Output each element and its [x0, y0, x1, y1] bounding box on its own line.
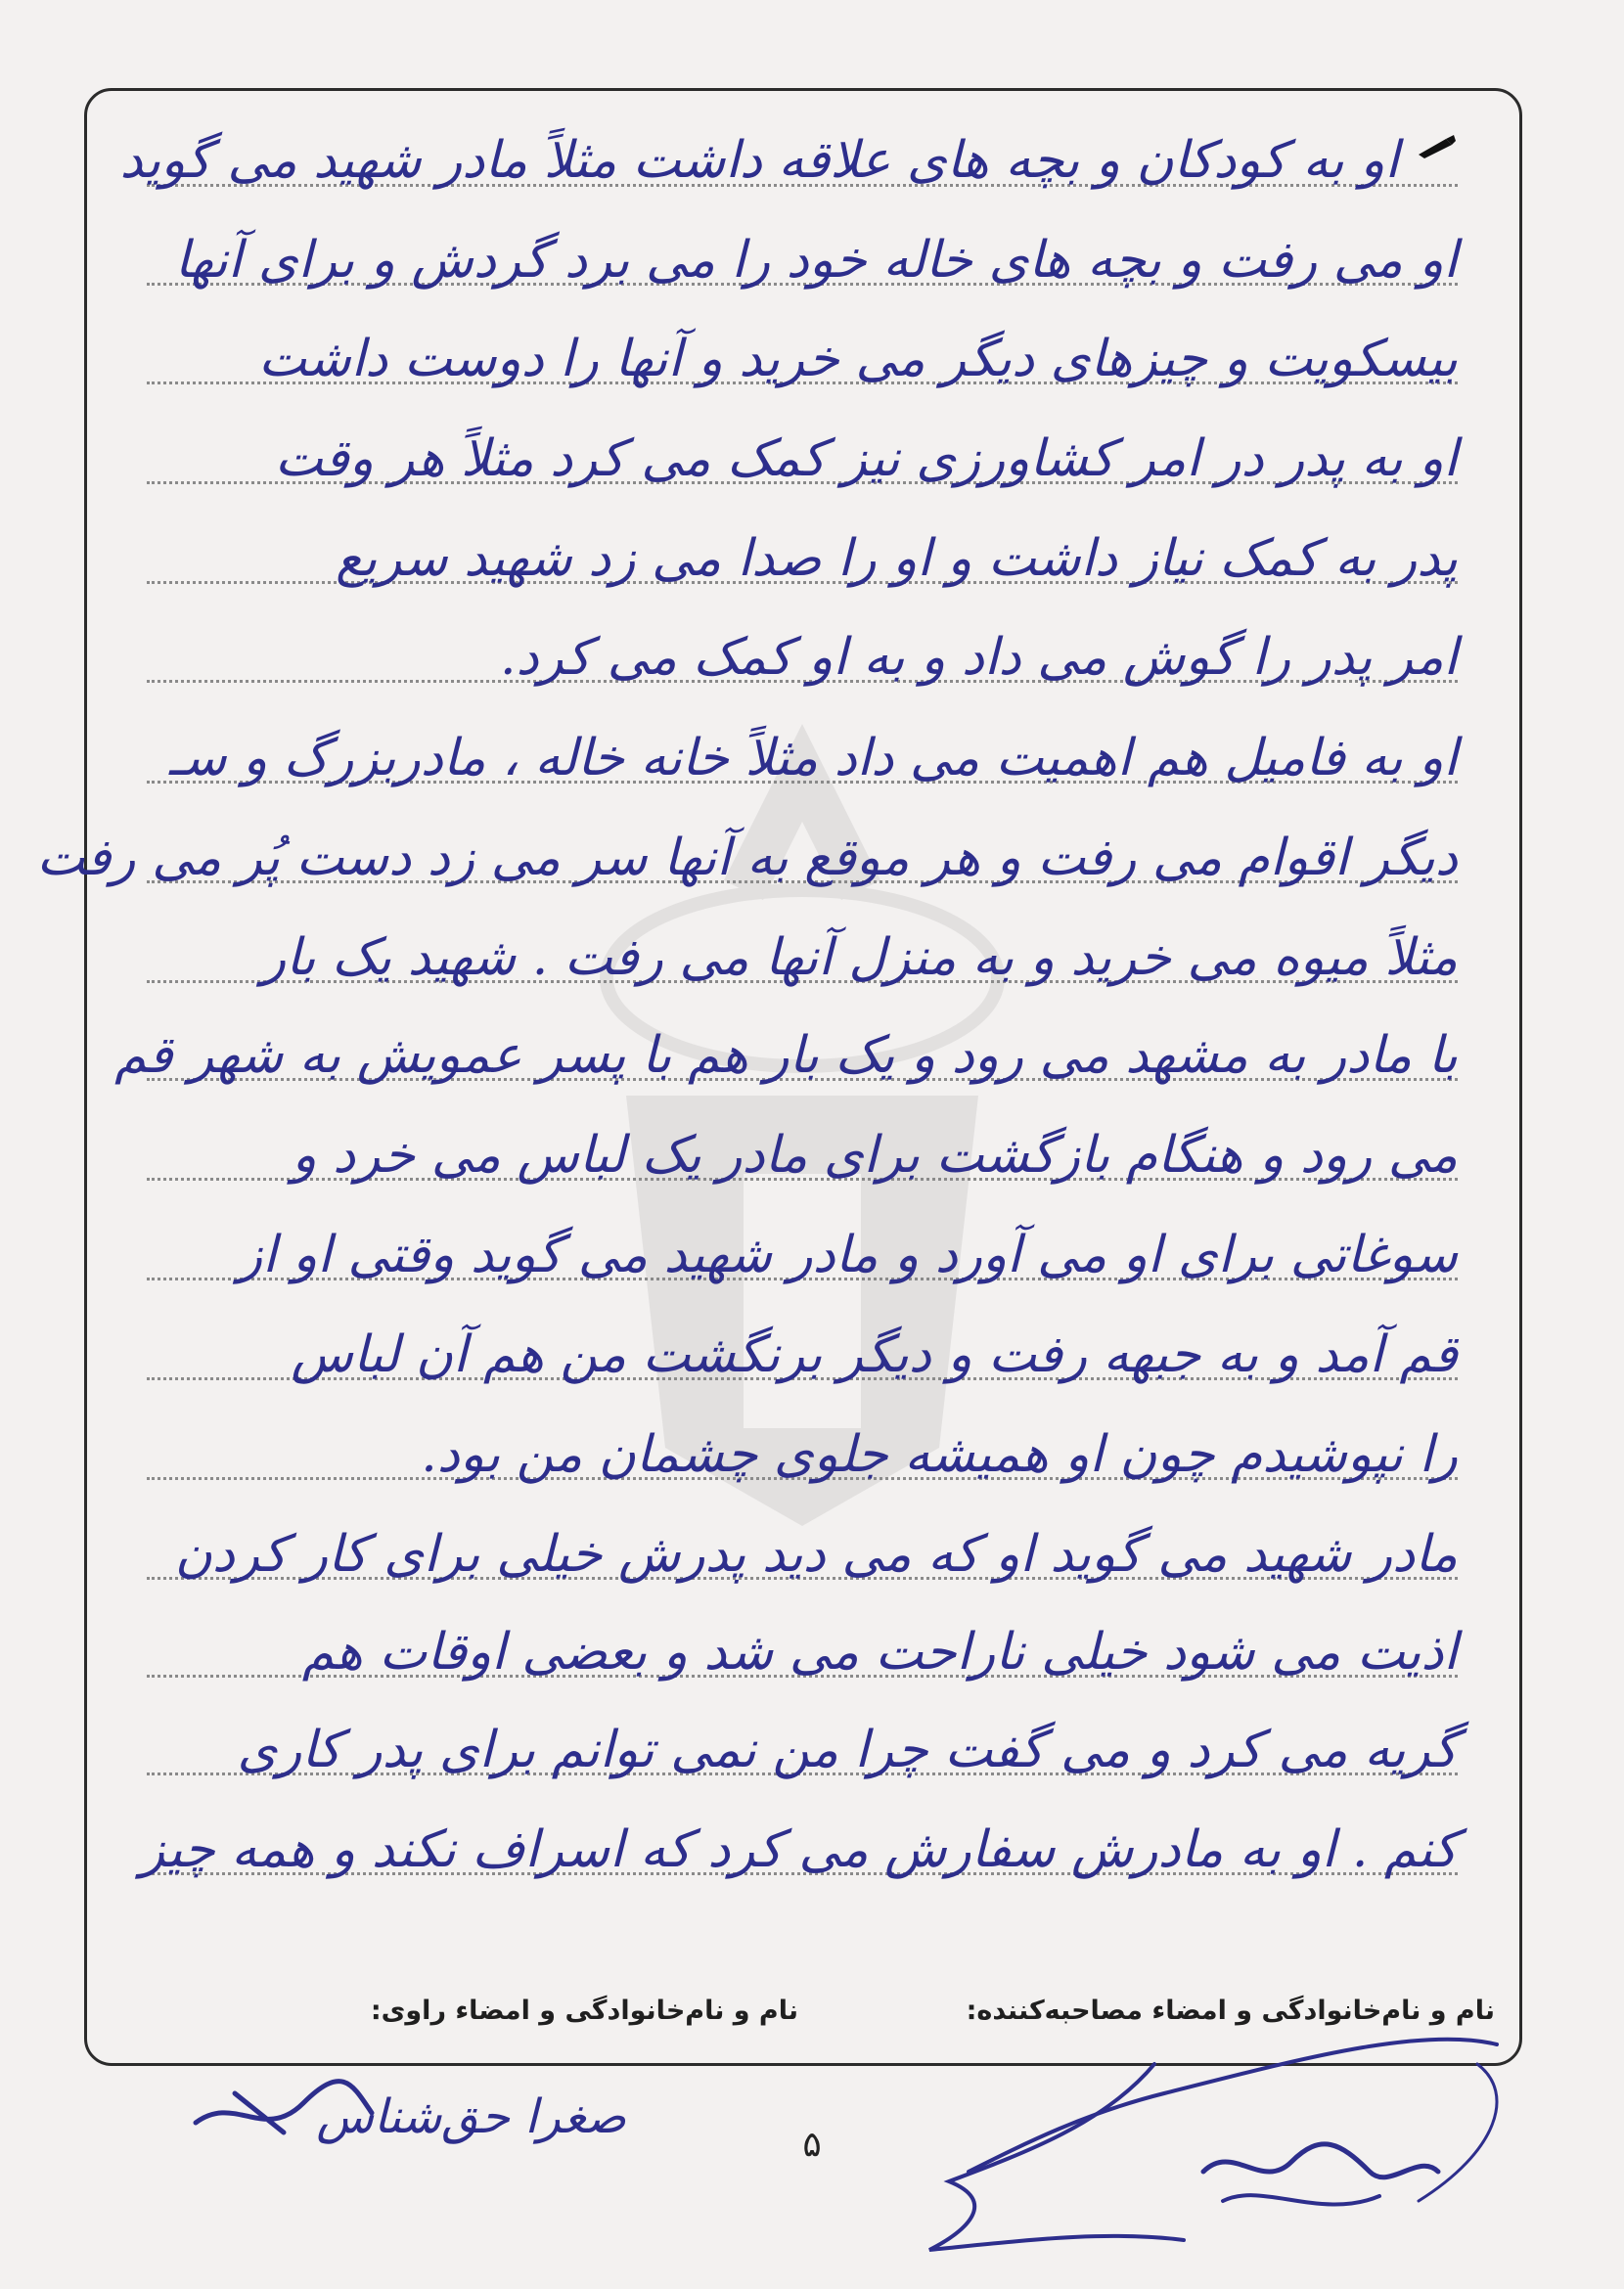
text-line: گریه می کرد و می گفت چرا من نمی توانم برای پدر کاری: [237, 1721, 1458, 1779]
text-line: پدر به کمک نیاز داشت و او را صدا می زد شهید سریع: [336, 529, 1458, 588]
interviewer-signature: [910, 2005, 1516, 2269]
svg-text:صغرا حق‌شناس: صغرا حق‌شناس: [316, 2089, 626, 2144]
narrator-signature: [176, 2054, 646, 2162]
narrator-signature-label: نام و نام‌خانوادگی و امضاء راوی:: [370, 1996, 798, 2026]
text-line: بیسکویت و چیزهای دیگر می خرید و آنها را دوست داشت: [258, 330, 1458, 388]
text-line: با مادر به مشهد می رود و یک بار هم با پسر عمویش به شهر قم: [114, 1026, 1458, 1085]
text-line: را نپوشیدم چون او همیشه جلوی چشمان من بود.: [421, 1425, 1458, 1484]
text-line: او می رفت و بچه های خاله خود را می برد گردش و برای آنها: [174, 231, 1458, 290]
handwritten-text-block: [36, 110, 1458, 1949]
page-number: ۵: [802, 2125, 822, 2165]
interviewer-signature-label: نام و نام‌خانوادگی و امضاء مصاحبه‌کننده:: [966, 1996, 1495, 2026]
text-line: قم آمد و به جبهه رفت و دیگر برنگشت من هم آن لباس: [291, 1325, 1458, 1384]
text-line: مادر شهید می گوید او که می دید پدرش خیلی برای کار کردن: [174, 1525, 1458, 1584]
text-line: می رود و هنگام بازگشت برای مادر یک لباس می خرد و: [292, 1126, 1458, 1185]
text-line: سوغاتی برای او می آورد و مادر شهید می گوید وقتی او از: [238, 1226, 1458, 1284]
text-line: اذیت می شود خیلی ناراحت می شد و بعضی اوقات هم: [301, 1623, 1458, 1682]
text-line: او به کودکان و بچه های علاقه داشت مثلاً مادر شهید می گوید: [119, 131, 1399, 190]
text-line: مثلاً میوه می خرید و به منزل آنها می رفت . شهید یک بار: [261, 928, 1458, 987]
text-line: او به پدر در امر کشاورزی نیز کمک می کرد مثلاً هر وقت: [274, 429, 1458, 488]
text-line: دیگر اقوام می رفت و هر موقع به آنها سر می زد دست پُر می رفت: [36, 829, 1458, 887]
text-line: کنم . او به مادرش سفارش می کرد که اسراف نکند و همه چیز: [140, 1820, 1458, 1879]
text-line: او به فامیل هم اهمیت می داد مثلاً خانه خاله ، مادربزرگ و سـ: [168, 729, 1458, 787]
text-line: امر پدر را گوش می داد و به او کمک می کرد.: [499, 628, 1458, 687]
